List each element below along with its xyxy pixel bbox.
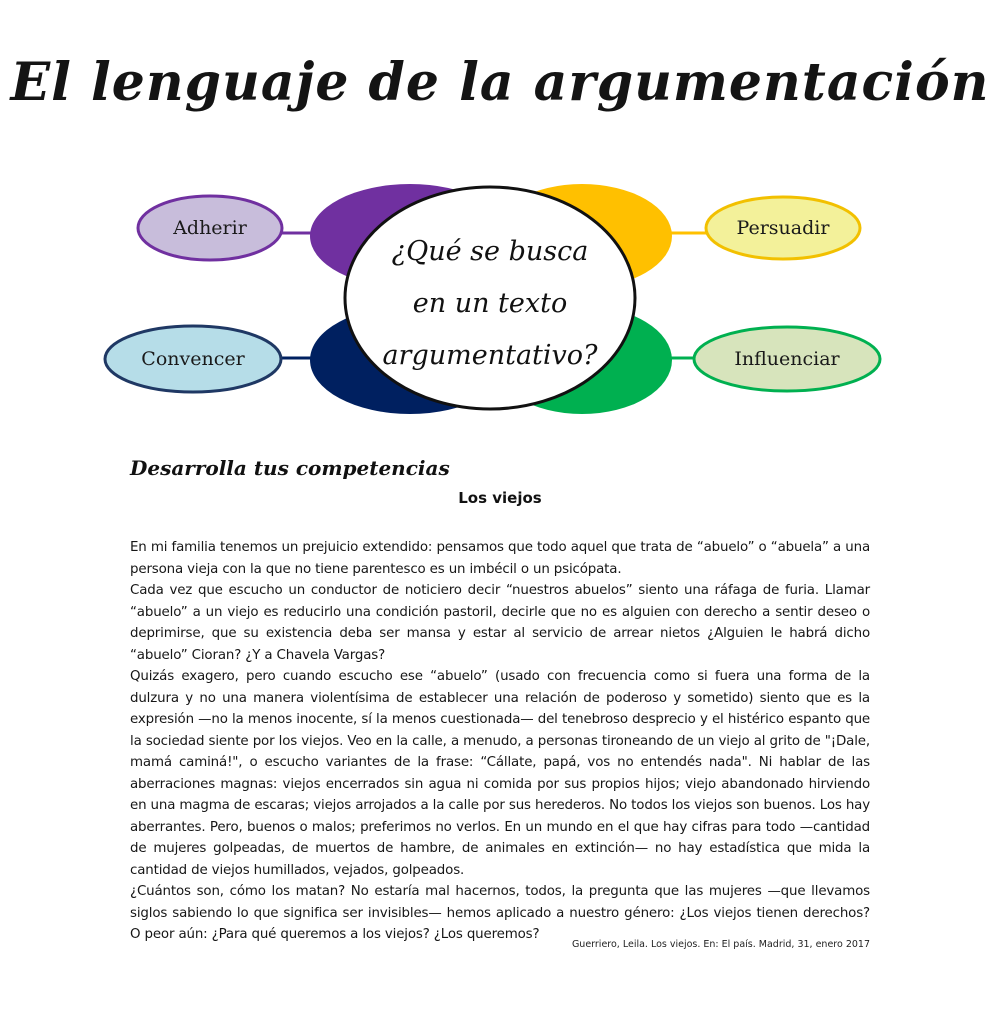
node-influenciar — [694, 327, 880, 391]
center-question-line-3: argumentativo? — [382, 340, 598, 371]
page-title: El lenguaje de la argumentación — [10, 52, 990, 113]
article-paragraph: Cada vez que escucho un conductor de noticiero decir “nuestros abuelos” siento una ráfaga de furia. Llamar “abuelo” a un viejo es reducirlo una condición pastoril, decirle que no es alguien con derecho a sentir deseo o deprimirse, que su existencia deba ser mansa y estar al servicio de arrear nietos ¿Alguien le habrá dicho “abuelo” Cioran? ¿Y a Chavela Vargas? — [130, 583, 870, 663]
article-title: Los viejos — [458, 489, 542, 507]
node-label-persuadir: Persuadir — [736, 217, 830, 239]
section-heading: Desarrolla tus competencias — [130, 456, 450, 480]
node-persuadir — [706, 197, 860, 259]
node-adherir — [138, 196, 282, 260]
article-body — [130, 537, 870, 946]
article-paragraph: ¿Cuántos son, cómo los matan? No estaría mal hacernos, todos, la pregunta que las mujeres —que llevamos siglos sabiendo lo que significa ser invisibles— hemos aplicado a nuestro género: ¿Los viejos tienen derechos? O peor aún: ¿Para qué queremos a los viejos? ¿Los queremos? — [130, 884, 870, 942]
article-paragraph: En mi familia tenemos un prejuicio extendido: pensamos que todo aquel que trata de “abuelo” o “abuela” a una persona vieja con la que no tiene parentesco es un imbécil o un psicópata. — [130, 540, 870, 577]
node-label-influenciar: Influenciar — [734, 348, 840, 370]
concept-diagram — [0, 170, 1000, 430]
citation: Guerriero, Leila. Los viejos. En: El país. Madrid, 31, enero 2017 — [571, 939, 870, 950]
node-label-adherir: Adherir — [173, 217, 247, 239]
article-paragraph: Quizás exagero, pero cuando escucho ese “abuelo” (usado con frecuencia como si fuera una forma de la dulzura y no una manera violentísima de establecer una relación de poderoso y sometido) siento que es la expresión —no la menos inocente, sí la menos cuestionada— del tenebroso desprecio y el histérico espanto que la sociedad siente por los viejos. Veo en la calle, a menudo, a personas tironeando de un viejo al grito de "¡Dale, mamá caminá!", o escucho variantes de la frase: “Cállate, papá, vos no entendés nada". Ni hablar de las aberraciones magnas: viejos encerrados sin agua ni comida por sus propios hijos; viejo abandonado hirviendo en una magma de escaras; viejos arrojados a la calle por sus herederos. No todos los viejos son buenos. Los hay aberrantes. Pero, buenos o malos; preferimos no verlos. En un mundo en el que hay cifras para todo —cantidad de mujeres golpeadas, de muertos de hambre, de animales en extinción— no hay estadística que mida la cantidad de viejos humillados, vejados, golpeados. — [130, 669, 870, 878]
center-question-line-1: ¿Qué se busca — [391, 236, 589, 267]
node-label-convencer: Convencer — [141, 348, 245, 370]
node-convencer — [105, 326, 281, 392]
center-question-line-2: en un texto — [412, 288, 568, 319]
